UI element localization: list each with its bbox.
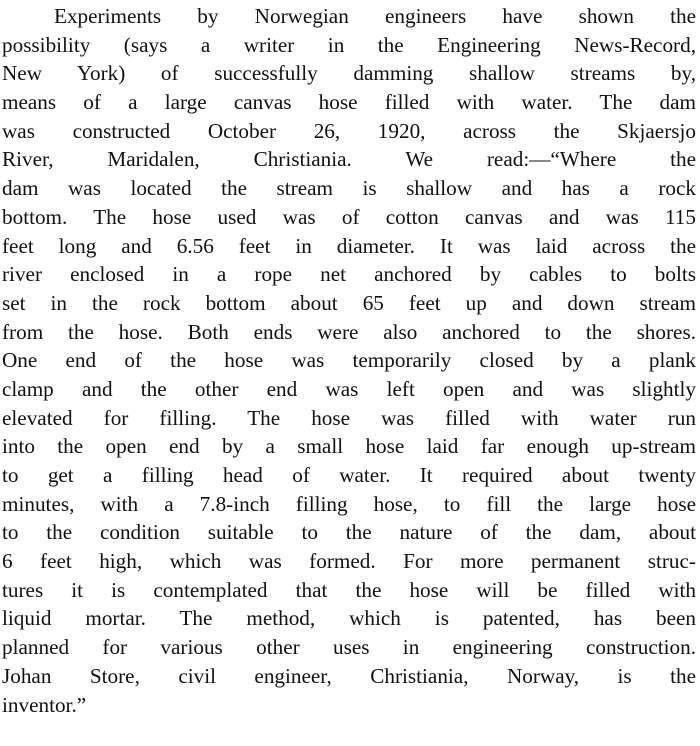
text-line-6: River, Maridalen, Christiania. We read:—“Where the bbox=[2, 147, 696, 172]
text-line-18: minutes, with a 7.8-inch filling hose, to fill the large hose bbox=[2, 491, 696, 516]
text-line-17: to get a filling head of water. It required about twenty bbox=[2, 463, 696, 487]
text-line-15: elevated for filling. The hose was filled with water run bbox=[2, 405, 696, 430]
text-line-22: liquid mortar. The method, which is patented, has been bbox=[2, 606, 696, 631]
text-line-12: from the hose. Both ends were also anchored to the shores. bbox=[2, 319, 696, 344]
text-line-19: to the condition suitable to the nature of the dam, about bbox=[2, 520, 696, 545]
text-line-4: means of a large canvas hose filled with water. The dam bbox=[2, 90, 696, 115]
text-line-1: Experiments by Norwegian engineers have shown the bbox=[54, 4, 696, 28]
text-line-9: feet long and 6.56 feet in diameter. It was laid across the bbox=[2, 233, 696, 258]
text-line-16: into the open end by a small hose laid far enough up-stream bbox=[2, 434, 696, 459]
text-line-5: was constructed October 26, 1920, across the Skjaersjo bbox=[2, 118, 696, 143]
article-text bbox=[2, 2, 696, 719]
text-line-2: possibility (says a writer in the Engineering News-Record, bbox=[2, 32, 696, 57]
text-line-24: Johan Store, civil engineer, Christiania, Norway, is the bbox=[2, 663, 696, 688]
text-line-20: 6 feet high, which was formed. For more permanent struc- bbox=[2, 549, 696, 574]
text-line-13: One end of the hose was temporarily closed by a plank bbox=[2, 348, 696, 373]
text-line-11: set in the rock bottom about 65 feet up and down stream bbox=[2, 290, 696, 315]
text-line-7: dam was located the stream is shallow and has a rock bbox=[2, 176, 696, 201]
text-line-8: bottom. The hose used was of cotton canvas and was 115 bbox=[2, 204, 696, 229]
text-line-3: New York) of successfully damming shallow streams by, bbox=[2, 61, 696, 86]
text-line-25: inventor.” bbox=[2, 692, 87, 717]
text-line-23: planned for various other uses in engineering construction. bbox=[2, 635, 696, 660]
text-line-10: river enclosed in a rope net anchored by cables to bolts bbox=[2, 262, 696, 287]
text-line-21: tures it is contemplated that the hose will be filled with bbox=[2, 577, 696, 602]
text-line-14: clamp and the other end was left open and was slightly bbox=[2, 376, 696, 401]
